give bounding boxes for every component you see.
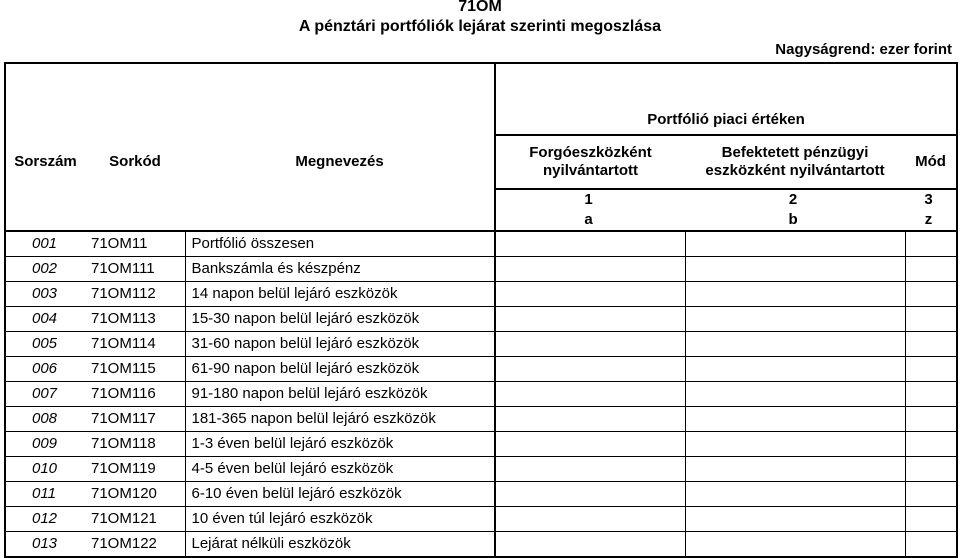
row-sorszam: 005 xyxy=(5,332,85,357)
row-value-mod[interactable] xyxy=(905,282,957,307)
table-row xyxy=(5,407,957,432)
col-letter-b: b xyxy=(685,210,905,231)
row-sorkod: 71OM113 xyxy=(85,307,185,332)
table-row xyxy=(5,457,957,482)
row-value-mod[interactable] xyxy=(905,457,957,482)
row-value-forgo[interactable] xyxy=(495,532,685,558)
row-sorszam: 006 xyxy=(5,357,85,382)
row-sorszam: 010 xyxy=(5,457,85,482)
row-value-mod[interactable] xyxy=(905,532,957,558)
row-sorszam: 003 xyxy=(5,282,85,307)
row-sorszam: 011 xyxy=(5,482,85,507)
row-megnevezes: Lejárat nélküli eszközök xyxy=(185,532,495,558)
row-value-mod[interactable] xyxy=(905,432,957,457)
row-sorszam: 002 xyxy=(5,257,85,282)
row-value-forgo[interactable] xyxy=(495,307,685,332)
row-value-forgo[interactable] xyxy=(495,357,685,382)
row-value-befektetett[interactable] xyxy=(685,482,905,507)
row-value-befektetett[interactable] xyxy=(685,532,905,558)
row-megnevezes: 31-60 napon belül lejáró eszközök xyxy=(185,332,495,357)
row-value-befektetett[interactable] xyxy=(685,357,905,382)
row-value-mod[interactable] xyxy=(905,482,957,507)
row-value-befektetett[interactable] xyxy=(685,432,905,457)
col-number-1: 1 xyxy=(495,189,685,210)
row-value-forgo[interactable] xyxy=(495,432,685,457)
band-title: Portfólió piaci értéken xyxy=(495,63,957,135)
row-sorszam: 004 xyxy=(5,307,85,332)
row-value-mod[interactable] xyxy=(905,307,957,332)
col-number-3: 3 xyxy=(905,189,957,210)
row-value-forgo[interactable] xyxy=(495,231,685,257)
row-sorszam: 008 xyxy=(5,407,85,432)
row-value-forgo[interactable] xyxy=(495,332,685,357)
row-value-forgo[interactable] xyxy=(495,282,685,307)
row-sorkod: 71OM114 xyxy=(85,332,185,357)
row-sorkod: 71OM111 xyxy=(85,257,185,282)
row-value-befektetett[interactable] xyxy=(685,457,905,482)
row-value-befektetett[interactable] xyxy=(685,407,905,432)
row-value-befektetett[interactable] xyxy=(685,257,905,282)
row-value-mod[interactable] xyxy=(905,382,957,407)
row-value-forgo[interactable] xyxy=(495,407,685,432)
row-value-mod[interactable] xyxy=(905,231,957,257)
col-header-forgo-line2: nyilvántartott xyxy=(543,162,639,179)
row-megnevezes: 10 éven túl lejáró eszközök xyxy=(185,507,495,532)
row-value-forgo[interactable] xyxy=(495,257,685,282)
row-megnevezes: 14 napon belül lejáró eszközök xyxy=(185,282,495,307)
row-value-befektetett[interactable] xyxy=(685,307,905,332)
form-code: 71OM xyxy=(458,0,502,15)
row-sorszam: 012 xyxy=(5,507,85,532)
row-value-mod[interactable] xyxy=(905,507,957,532)
row-value-mod[interactable] xyxy=(905,407,957,432)
table-row xyxy=(5,382,957,407)
col-header-befektetett-line1: Befektetett pénzügyi xyxy=(721,144,869,161)
row-value-forgo[interactable] xyxy=(495,382,685,407)
header-blank xyxy=(5,63,495,135)
col-letter-a: a xyxy=(495,210,685,231)
row-sorkod: 71OM11 xyxy=(85,231,185,257)
row-sorkod: 71OM122 xyxy=(85,532,185,558)
row-value-forgo[interactable] xyxy=(495,507,685,532)
row-sorkod: 71OM119 xyxy=(85,457,185,482)
row-value-befektetett[interactable] xyxy=(685,231,905,257)
col-header-sorszam: Sorszám xyxy=(5,135,85,189)
row-value-forgo[interactable] xyxy=(495,482,685,507)
table-row xyxy=(5,231,957,257)
row-megnevezes: 1-3 éven belül lejáró eszközök xyxy=(185,432,495,457)
col-header-sorkod: Sorkód xyxy=(109,153,161,170)
table-row xyxy=(5,307,957,332)
row-value-mod[interactable] xyxy=(905,257,957,282)
row-megnevezes: Bankszámla és készpénz xyxy=(185,257,495,282)
col-number-2: 2 xyxy=(685,189,905,210)
col-letter-z: z xyxy=(905,210,957,231)
row-sorkod: 71OM120 xyxy=(85,482,185,507)
col-header-megnevezes: Megnevezés xyxy=(295,153,384,170)
row-value-befektetett[interactable] xyxy=(685,382,905,407)
row-value-befektetett[interactable] xyxy=(685,332,905,357)
col-header-forgo-line1: Forgóeszközként xyxy=(529,144,652,161)
row-value-mod[interactable] xyxy=(905,332,957,357)
row-sorszam: 007 xyxy=(5,382,85,407)
table-row xyxy=(5,357,957,382)
table-row xyxy=(5,332,957,357)
row-value-befektetett[interactable] xyxy=(685,282,905,307)
num-row-blank xyxy=(5,189,495,210)
letter-row-blank xyxy=(5,210,495,231)
row-sorkod: 71OM117 xyxy=(85,407,185,432)
row-megnevezes: 4-5 éven belül lejáró eszközök xyxy=(185,457,495,482)
row-sorszam: 009 xyxy=(5,432,85,457)
table-row xyxy=(5,282,957,307)
row-sorkod: 71OM118 xyxy=(85,432,185,457)
unit-label: Nagyságrend: ezer forint xyxy=(775,41,952,58)
row-value-forgo[interactable] xyxy=(495,457,685,482)
row-megnevezes: Portfólió összesen xyxy=(185,231,495,257)
row-sorkod: 71OM112 xyxy=(85,282,185,307)
row-megnevezes: 61-90 napon belül lejáró eszközök xyxy=(185,357,495,382)
portfolio-table xyxy=(4,62,958,558)
table-row xyxy=(5,532,957,558)
row-megnevezes: 91-180 napon belül lejáró eszközök xyxy=(185,382,495,407)
col-header-mod: Mód xyxy=(905,135,957,189)
row-megnevezes: 6-10 éven belül lejáró eszközök xyxy=(185,482,495,507)
row-megnevezes: 181-365 napon belül lejáró eszközök xyxy=(185,407,495,432)
page-title: A pénztári portfóliók lejárat szerinti megoszlása xyxy=(298,18,662,35)
row-sorszam: 013 xyxy=(5,532,85,558)
row-sorkod: 71OM115 xyxy=(85,357,185,382)
row-value-befektetett[interactable] xyxy=(685,507,905,532)
row-sorszam: 001 xyxy=(5,231,85,257)
table-row xyxy=(5,482,957,507)
table-row xyxy=(5,432,957,457)
col-header-forgo xyxy=(495,135,685,189)
row-megnevezes: 15-30 napon belül lejáró eszközök xyxy=(185,307,495,332)
col-header-befektetett-line2: eszközként nyilvántartott xyxy=(705,162,885,179)
col-header-befektetett xyxy=(685,135,905,189)
table-row xyxy=(5,257,957,282)
row-sorkod: 71OM116 xyxy=(85,382,185,407)
row-sorkod: 71OM121 xyxy=(85,507,185,532)
table-row xyxy=(5,507,957,532)
row-value-mod[interactable] xyxy=(905,357,957,382)
